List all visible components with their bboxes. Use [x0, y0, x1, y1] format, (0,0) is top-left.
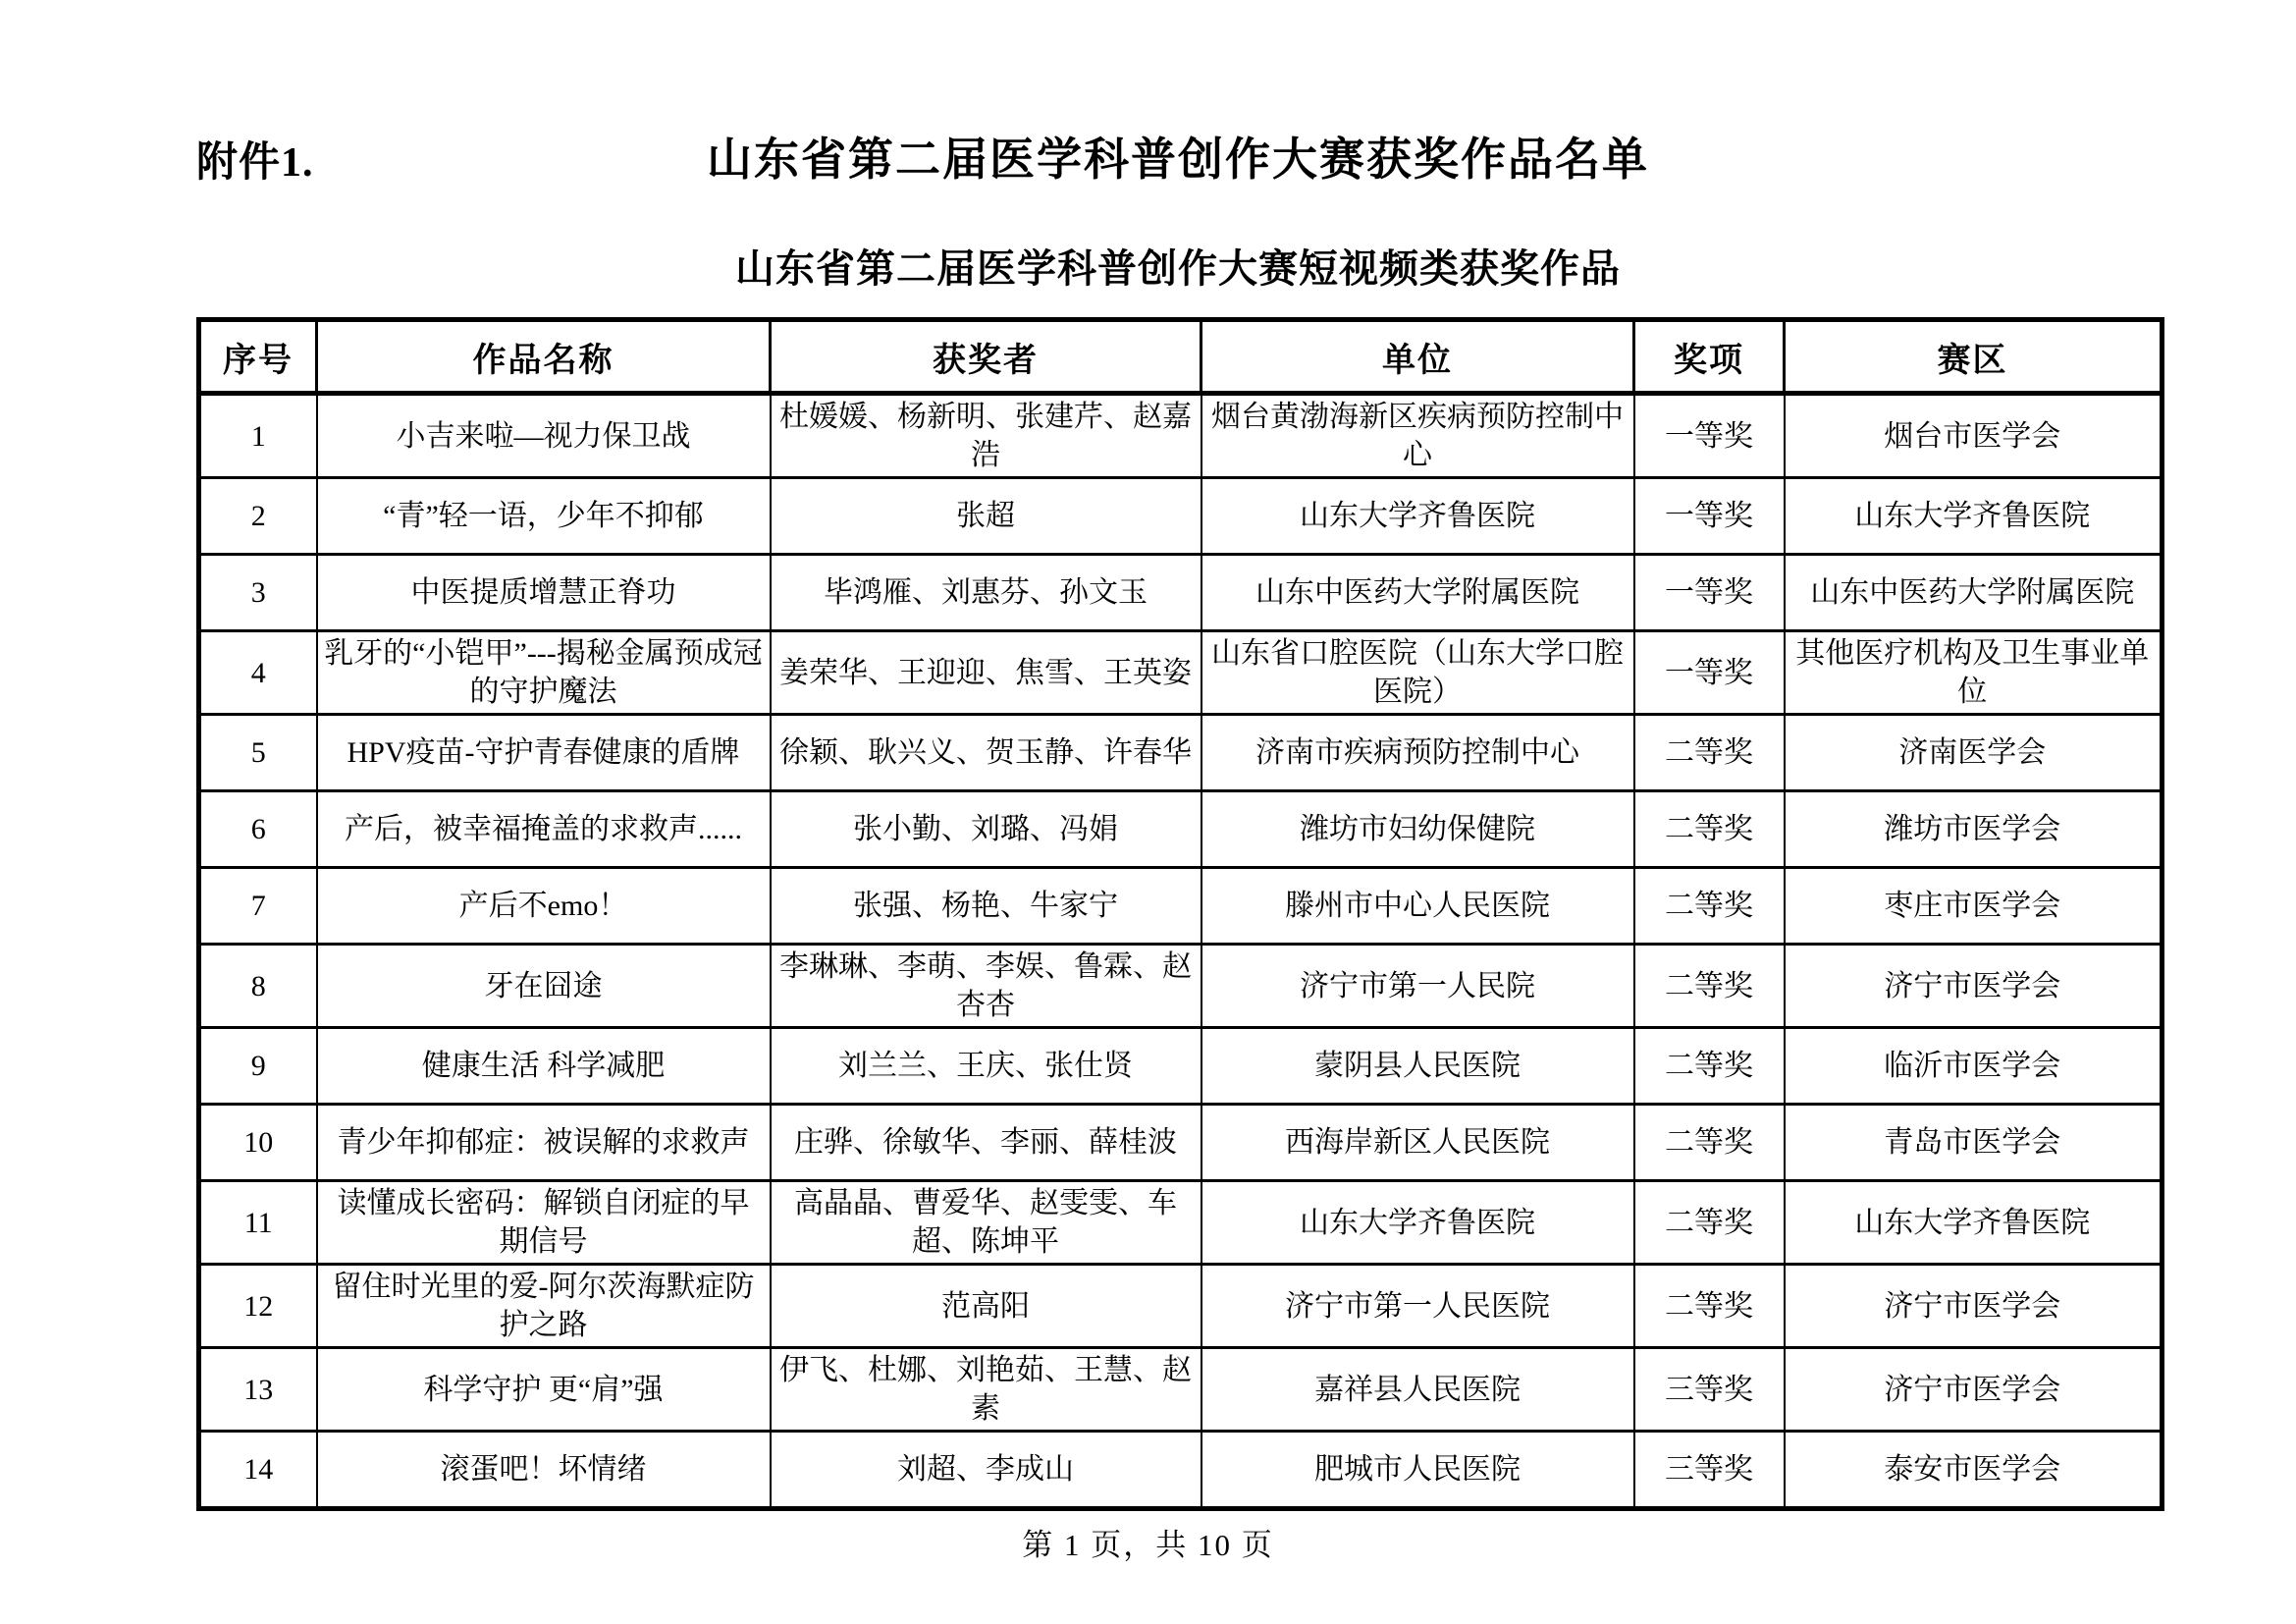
table-row: [199, 1348, 2163, 1432]
cell-winners: 徐颖、耿兴义、贺玉静、许春华: [771, 715, 1201, 791]
cell-work-title: 产后不emo！: [317, 868, 771, 945]
cell-award: 一等奖: [1634, 555, 1785, 631]
cell-work-title: HPV疫苗-守护青春健康的盾牌: [317, 715, 771, 791]
attachment-label: 附件1.: [196, 140, 314, 186]
column-header-index: 序号: [199, 320, 317, 394]
cell-index: 3: [199, 555, 317, 631]
cell-work-title: 留住时光里的爱-阿尔茨海默症防护之路: [317, 1265, 771, 1348]
column-header-region: 赛区: [1785, 320, 2163, 394]
page-number: 第 1 页，共 10 页: [1022, 1528, 1274, 1562]
table-row: [199, 715, 2163, 791]
table-row: [199, 1028, 2163, 1105]
cell-region: 山东大学齐鲁医院: [1785, 1181, 2163, 1265]
cell-organization: 山东大学齐鲁医院: [1201, 478, 1634, 555]
table-row: [199, 1181, 2163, 1265]
cell-winners: 毕鸿雁、刘惠芬、孙文玉: [771, 555, 1201, 631]
cell-region: 青岛市医学会: [1785, 1105, 2163, 1181]
table-header-row: [199, 320, 2163, 394]
cell-index: 1: [199, 394, 317, 478]
cell-award: 二等奖: [1634, 1028, 1785, 1105]
column-header-award: 奖项: [1634, 320, 1785, 394]
cell-award: 一等奖: [1634, 394, 1785, 478]
table-row: [199, 945, 2163, 1028]
cell-work-title: 中医提质增慧正脊功: [317, 555, 771, 631]
cell-winners: 高晶晶、曹爱华、赵雯雯、车超、陈坤平: [771, 1181, 1201, 1265]
cell-work-title: 产后，被幸福掩盖的求救声......: [317, 791, 771, 868]
cell-region: 泰安市医学会: [1785, 1432, 2163, 1509]
cell-region: 临沂市医学会: [1785, 1028, 2163, 1105]
cell-winners: 庄骅、徐敏华、李丽、薛桂波: [771, 1105, 1201, 1181]
cell-award: 二等奖: [1634, 868, 1785, 945]
cell-index: 9: [199, 1028, 317, 1105]
table-row: [199, 631, 2163, 715]
cell-organization: 济宁市第一人民院: [1201, 945, 1634, 1028]
table-body: [199, 394, 2163, 1509]
table-row: [199, 1105, 2163, 1181]
cell-award: 二等奖: [1634, 1265, 1785, 1348]
cell-award: 二等奖: [1634, 715, 1785, 791]
table-row: [199, 1432, 2163, 1509]
cell-region: 济宁市医学会: [1785, 1348, 2163, 1432]
cell-work-title: 滚蛋吧！坏情绪: [317, 1432, 771, 1509]
table-row: [199, 1265, 2163, 1348]
cell-region: 济南医学会: [1785, 715, 2163, 791]
table-row: [199, 555, 2163, 631]
cell-organization: 蒙阴县人民医院: [1201, 1028, 1634, 1105]
cell-winners: 刘超、李成山: [771, 1432, 1201, 1509]
cell-index: 8: [199, 945, 317, 1028]
cell-award: 二等奖: [1634, 1105, 1785, 1181]
cell-winners: 张小勤、刘璐、冯娟: [771, 791, 1201, 868]
cell-region: 山东大学齐鲁医院: [1785, 478, 2163, 555]
cell-award: 三等奖: [1634, 1432, 1785, 1509]
cell-region: 潍坊市医学会: [1785, 791, 2163, 868]
cell-index: 13: [199, 1348, 317, 1432]
column-header-organization: 单位: [1201, 320, 1634, 394]
cell-award: 一等奖: [1634, 478, 1785, 555]
cell-organization: 山东省口腔医院（山东大学口腔医院）: [1201, 631, 1634, 715]
cell-organization: 济宁市第一人民医院: [1201, 1265, 1634, 1348]
cell-winners: 范高阳: [771, 1265, 1201, 1348]
cell-work-title: 小吉来啦—视力保卫战: [317, 394, 771, 478]
cell-index: 14: [199, 1432, 317, 1509]
cell-region: 枣庄市医学会: [1785, 868, 2163, 945]
column-header-work-title: 作品名称: [317, 320, 771, 394]
cell-winners: 张超: [771, 478, 1201, 555]
cell-award: 二等奖: [1634, 791, 1785, 868]
cell-index: 12: [199, 1265, 317, 1348]
cell-region: 其他医疗机构及卫生事业单位: [1785, 631, 2163, 715]
cell-organization: 滕州市中心人民医院: [1201, 868, 1634, 945]
cell-index: 11: [199, 1181, 317, 1265]
cell-index: 4: [199, 631, 317, 715]
cell-work-title: 科学守护 更“肩”强: [317, 1348, 771, 1432]
cell-winners: 刘兰兰、王庆、张仕贤: [771, 1028, 1201, 1105]
award-table: [196, 317, 2164, 1511]
table-row: [199, 791, 2163, 868]
cell-award: 二等奖: [1634, 1181, 1785, 1265]
cell-work-title: 乳牙的“小铠甲”---揭秘金属预成冠的守护魔法: [317, 631, 771, 715]
cell-work-title: “青”轻一语，少年不抑郁: [317, 478, 771, 555]
page-title: 山东省第二届医学科普创作大赛获奖作品名单: [707, 135, 1649, 185]
cell-award: 二等奖: [1634, 945, 1785, 1028]
column-header-winners: 获奖者: [771, 320, 1201, 394]
cell-region: 山东中医药大学附属医院: [1785, 555, 2163, 631]
document-page: [196, 0, 2160, 1511]
cell-region: 济宁市医学会: [1785, 945, 2163, 1028]
cell-organization: 西海岸新区人民医院: [1201, 1105, 1634, 1181]
cell-organization: 肥城市人民医院: [1201, 1432, 1634, 1509]
header-block: [196, 124, 2160, 192]
cell-award: 一等奖: [1634, 631, 1785, 715]
cell-region: 济宁市医学会: [1785, 1265, 2163, 1348]
cell-work-title: 读懂成长密码：解锁自闭症的早期信号: [317, 1181, 771, 1265]
cell-work-title: 青少年抑郁症：被误解的求救声: [317, 1105, 771, 1181]
cell-index: 7: [199, 868, 317, 945]
cell-winners: 李琳琳、李萌、李娱、鲁霖、赵杏杏: [771, 945, 1201, 1028]
table-row: [199, 478, 2163, 555]
cell-winners: 姜荣华、王迎迎、焦雪、王英姿: [771, 631, 1201, 715]
cell-organization: 山东大学齐鲁医院: [1201, 1181, 1634, 1265]
cell-organization: 山东中医药大学附属医院: [1201, 555, 1634, 631]
cell-winners: 伊飞、杜娜、刘艳茹、王慧、赵素: [771, 1348, 1201, 1432]
table-row: [199, 394, 2163, 478]
cell-organization: 济南市疾病预防控制中心: [1201, 715, 1634, 791]
table-row: [199, 868, 2163, 945]
cell-organization: 嘉祥县人民医院: [1201, 1348, 1634, 1432]
cell-index: 6: [199, 791, 317, 868]
cell-winners: 张强、杨艳、牛家宁: [771, 868, 1201, 945]
cell-work-title: 牙在囧途: [317, 945, 771, 1028]
cell-organization: 潍坊市妇幼保健院: [1201, 791, 1634, 868]
cell-region: 烟台市医学会: [1785, 394, 2163, 478]
cell-index: 10: [199, 1105, 317, 1181]
cell-work-title: 健康生活 科学减肥: [317, 1028, 771, 1105]
cell-winners: 杜媛媛、杨新明、张建芹、赵嘉浩: [771, 394, 1201, 478]
cell-organization: 烟台黄渤海新区疾病预防控制中心: [1201, 394, 1634, 478]
cell-index: 5: [199, 715, 317, 791]
page-subtitle: 山东省第二届医学科普创作大赛短视频类获奖作品: [735, 246, 1621, 291]
cell-index: 2: [199, 478, 317, 555]
cell-award: 三等奖: [1634, 1348, 1785, 1432]
